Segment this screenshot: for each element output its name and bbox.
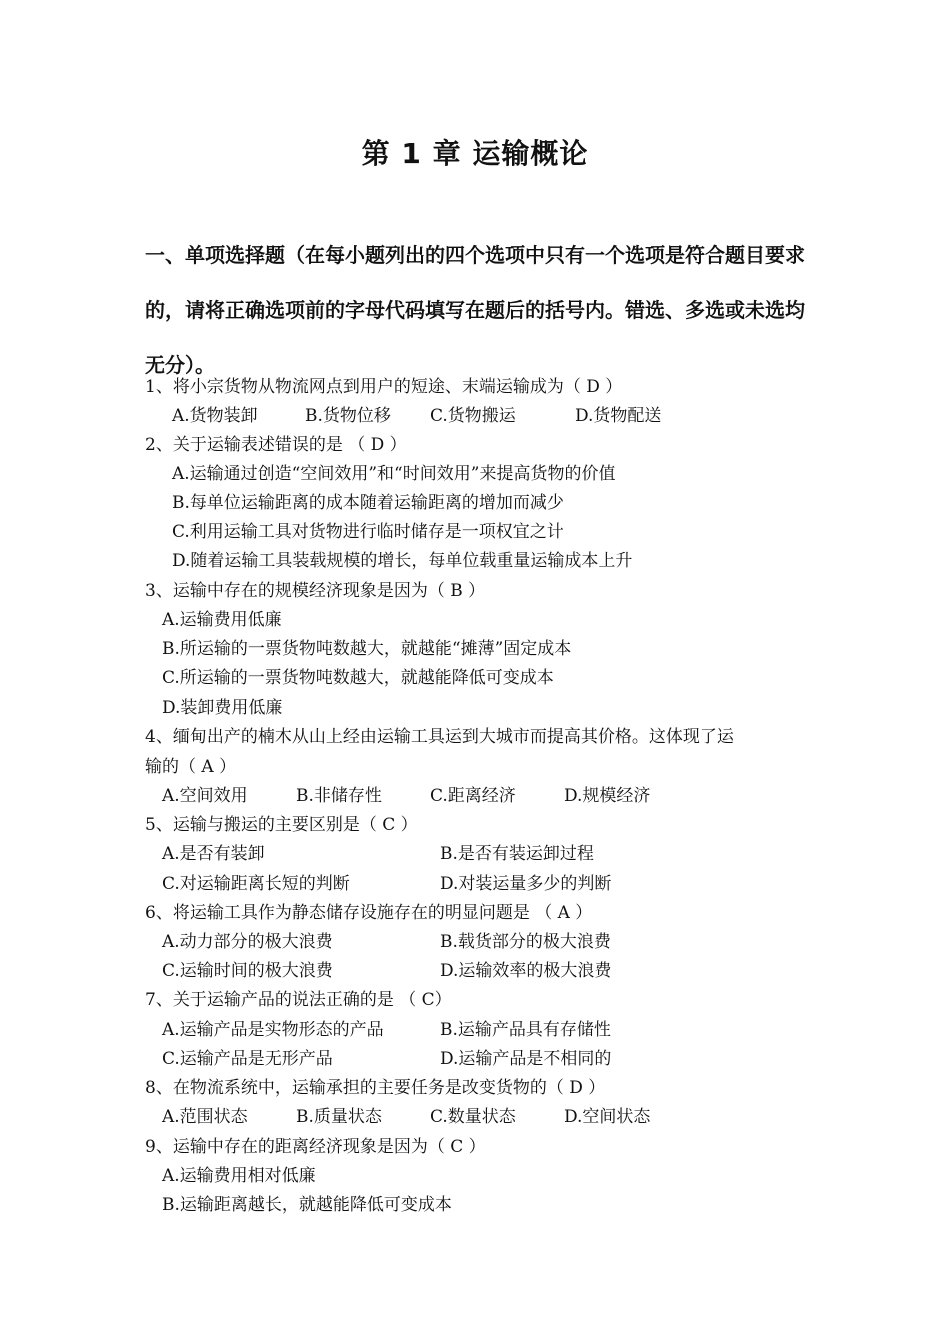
question-4-stem-line2: 输的（ A ）	[145, 757, 237, 777]
question-6-option-b: B.载货部分的极大浪费	[440, 932, 611, 952]
question-7-option-a: A.运输产品是实物形态的产品	[162, 1020, 384, 1040]
question-1-stem: 1、将小宗货物从物流网点到用户的短途、末端运输成为（ D ）	[145, 377, 623, 397]
question-4-option-b: B.非储存性	[296, 786, 382, 806]
question-8-option-a: A.范围状态	[162, 1107, 248, 1127]
question-5-option-b: B.是否有装运卸过程	[440, 844, 594, 864]
question-5-option-d: D.对装运量多少的判断	[440, 874, 612, 894]
question-2-option-c: C.利用运输工具对货物进行临时储存是一项权宜之计	[172, 522, 564, 542]
question-5-option-a: A.是否有装卸	[162, 844, 265, 864]
question-5-stem: 5、运输与搬运的主要区别是（ C ）	[145, 815, 418, 835]
question-4-option-d: D.规模经济	[564, 786, 651, 806]
question-1-option-c: C.货物搬运	[430, 406, 516, 426]
question-7-option-b: B.运输产品具有存储性	[440, 1020, 611, 1040]
question-1-option-b: B.货物位移	[305, 406, 391, 426]
question-1-option-a: A.货物装卸	[172, 406, 258, 426]
question-3-stem: 3、运输中存在的规模经济现象是因为（ B ）	[145, 581, 486, 601]
question-6-option-d: D.运输效率的极大浪费	[440, 961, 612, 981]
question-6-option-c: C.运输时间的极大浪费	[162, 961, 333, 981]
question-8-stem: 8、在物流系统中，运输承担的主要任务是改变货物的（ D ）	[145, 1078, 606, 1098]
question-5-option-c: C.对运输距离长短的判断	[162, 874, 350, 894]
question-9-stem: 9、运输中存在的距离经济现象是因为（ C ）	[145, 1137, 486, 1157]
question-2-option-a: A.运输通过创造“空间效用”和“时间效用”来提高货物的价值	[172, 464, 616, 484]
question-9-option-a: A.运输费用相对低廉	[162, 1166, 316, 1186]
question-1-option-d: D.货物配送	[575, 406, 662, 426]
question-3-option-b: B.所运输的一票货物吨数越大，就越能“摊薄”固定成本	[162, 639, 572, 659]
question-3-option-d: D.装卸费用低廉	[162, 698, 283, 718]
question-7-option-c: C.运输产品是无形产品	[162, 1049, 333, 1069]
question-2-option-d: D.随着运输工具装载规模的增长，每单位载重量运输成本上升	[172, 551, 633, 571]
question-8-option-c: C.数量状态	[430, 1107, 516, 1127]
question-4-stem-line1: 4、缅甸出产的楠木从山上经由运输工具运到大城市而提高其价格。这体现了运	[145, 727, 734, 747]
question-3-option-c: C.所运输的一票货物吨数越大，就越能降低可变成本	[162, 668, 554, 688]
question-8-option-d: D.空间状态	[564, 1107, 651, 1127]
question-8-option-b: B.质量状态	[296, 1107, 382, 1127]
question-4-option-a: A.空间效用	[162, 786, 248, 806]
section-heading: 一、单项选择题（在每小题列出的四个选项中只有一个选项是符合题目要求的，请将正确选项前的字母代码填写在题后的括号内。错选、多选或未选均无分）。	[145, 243, 805, 377]
question-6-option-a: A.动力部分的极大浪费	[162, 932, 333, 952]
question-3-option-a: A.运输费用低廉	[162, 610, 282, 630]
question-4-option-c: C.距离经济	[430, 786, 516, 806]
question-2-stem: 2、关于运输表述错误的是 （ D ）	[145, 435, 407, 455]
question-7-stem: 7、关于运输产品的说法正确的是 （ C）	[145, 990, 452, 1010]
question-9-option-b: B.运输距离越长，就越能降低可变成本	[162, 1195, 452, 1215]
question-6-stem: 6、将运输工具作为静态储存设施存在的明显问题是 （ A ）	[145, 903, 593, 923]
chapter-title: 第 1 章 运输概论	[361, 137, 589, 170]
question-7-option-d: D.运输产品是不相同的	[440, 1049, 612, 1069]
question-2-option-b: B.每单位运输距离的成本随着运输距离的增加而减少	[172, 493, 564, 513]
